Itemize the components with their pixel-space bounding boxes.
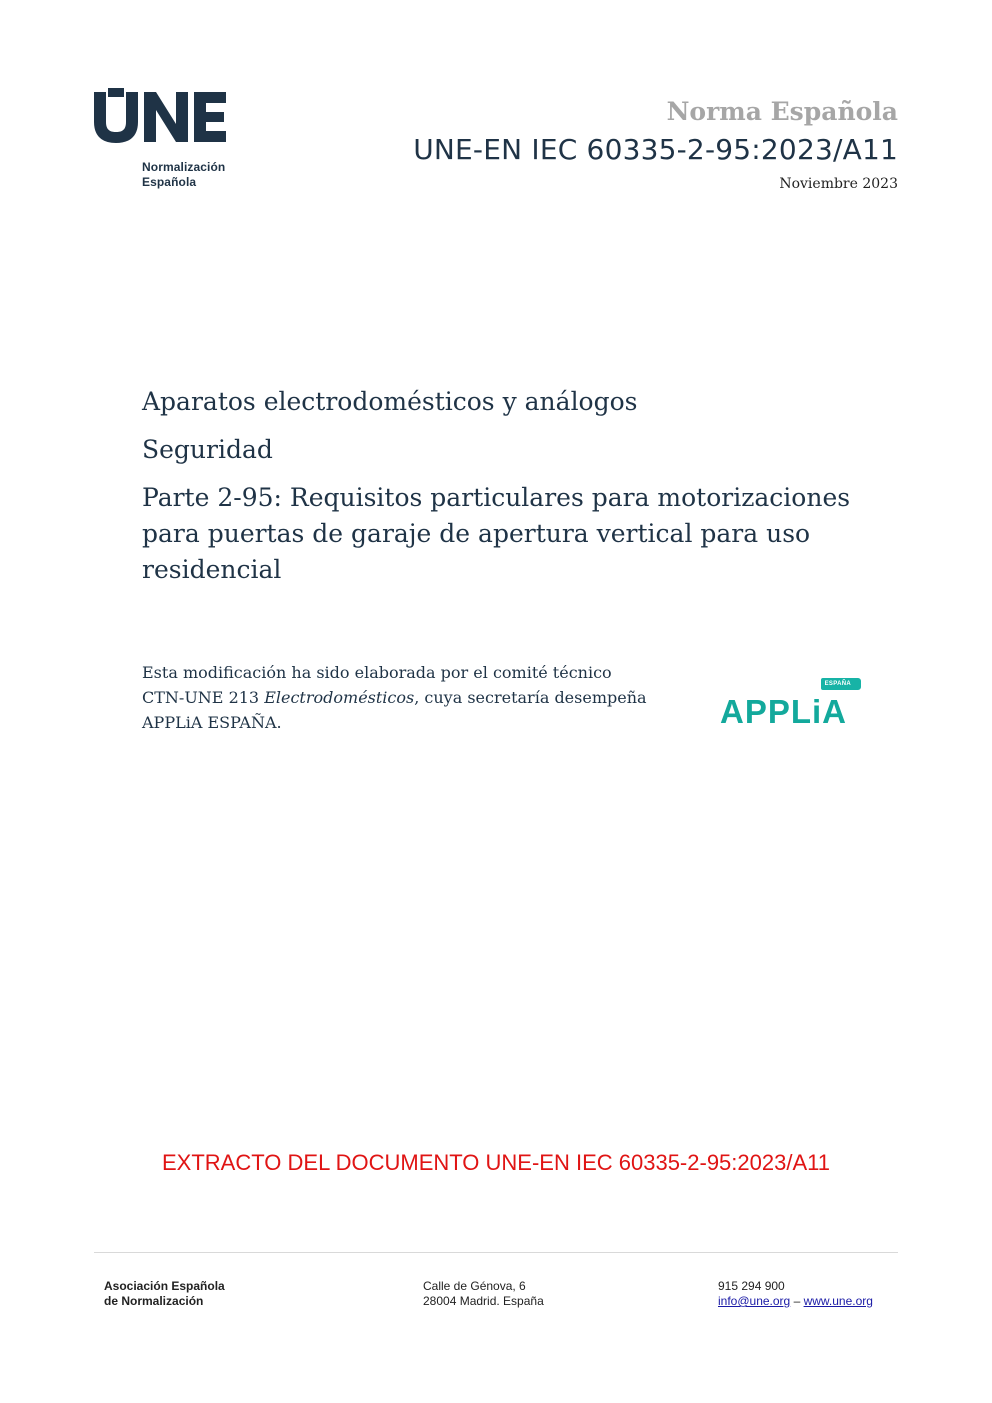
committee-line-1: Esta modificación ha sido elaborada por el comité técnico (142, 663, 612, 682)
norma-label: Norma Española (666, 97, 898, 126)
footer-organization (104, 1279, 225, 1309)
committee-statement (142, 660, 682, 735)
committee-name: Electrodomésticos (264, 688, 415, 707)
extract-notice: EXTRACTO DEL DOCUMENTO UNE-EN IEC 60335-2-95:2023/A11 (162, 1150, 830, 1175)
applia-logo (718, 678, 863, 734)
document-code: UNE-EN IEC 60335-2-95:2023/A11 (413, 133, 898, 166)
committee-line-3: APPLiA ESPAÑA. (142, 713, 282, 732)
footer-address (423, 1279, 544, 1309)
committee-code: CTN-UNE 213 (142, 688, 265, 707)
footer-address-line-1: Calle de Génova, 6 (423, 1279, 526, 1293)
footer-org-line-1: Asociación Española (104, 1279, 225, 1293)
une-logo-line2: Española (142, 175, 197, 189)
footer-divider (94, 1252, 898, 1253)
une-logo (92, 88, 232, 198)
title-line-2: Seguridad (142, 435, 273, 464)
website-link[interactable]: www.une.org (803, 1294, 873, 1308)
footer-links (718, 1294, 873, 1309)
title-line-1: Aparatos electrodomésticos y análogos (142, 387, 638, 416)
document-date: Noviembre 2023 (779, 176, 898, 192)
title-line-3: Parte 2-95: Requisitos particulares para motorizaciones para puertas de garaje de apertura vertical para uso residencial (142, 483, 851, 584)
une-logo-mark (92, 88, 232, 144)
footer-phone: 915 294 900 (718, 1279, 785, 1293)
committee-line-2 (142, 685, 682, 710)
applia-badge: ESPAÑA (821, 678, 861, 690)
applia-wordmark: APPLiA (720, 693, 848, 730)
footer-link-separator: – (790, 1294, 804, 1308)
document-header (413, 96, 898, 192)
footer-org-line-2: de Normalización (104, 1294, 204, 1308)
une-logo-subtitle (142, 160, 225, 190)
document-title (142, 384, 882, 600)
footer-address-line-2: 28004 Madrid. España (423, 1294, 544, 1308)
une-logo-line1: Normalización (142, 160, 226, 174)
footer-contact (718, 1279, 873, 1309)
email-link[interactable]: info@une.org (718, 1294, 791, 1308)
committee-line-2-suffix: , cuya secretaría desempeña (414, 688, 647, 707)
